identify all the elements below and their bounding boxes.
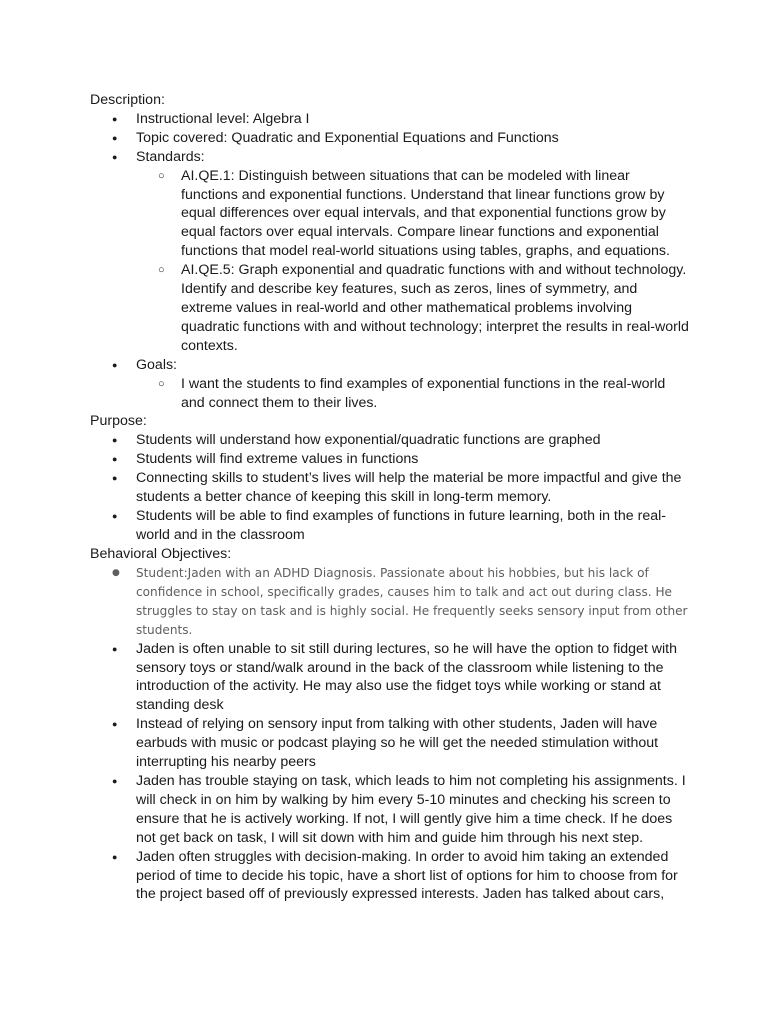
description-list <box>90 110 690 413</box>
goals-label: Goals: <box>136 356 178 373</box>
document-page <box>90 91 690 904</box>
goals-item <box>90 356 690 413</box>
behavioral-item: ● Jaden is often unable to sit still during lectures, so he will have the option to fidget with sensory toys or stand/walk around in the back of the classroom while listening to the introduction of the activity. He may also use the fidget toys while working or stand at standing desk <box>90 640 690 716</box>
standards-label: Standards: <box>136 148 205 165</box>
standards-list <box>136 167 690 356</box>
behavioral-item: ● Instead of relying on sensory input from talking with other students, Jaden will have earbuds with music or podcast playing so he will get the needed stimulation without interrupting his nearby peers <box>90 715 690 772</box>
behavioral-objectives-list <box>90 564 690 905</box>
standard-ai-qe-1: ○ AI.QE.1: Distinguish between situations that can be modeled with linear functions and exponential functions. Understand that linear functions grow by equal differences over equal intervals, and that exponential functions grow by equal factors over equal intervals. Compare linear functions and exponential functions that model real-world situations using tables, graphs, and equations. <box>136 167 690 262</box>
goals-list <box>136 375 690 413</box>
purpose-list <box>90 431 690 544</box>
standards-item <box>90 148 690 356</box>
standard-ai-qe-5: ○ AI.QE.5: Graph exponential and quadratic functions with and without technology. Identify and describe key features, such as zeros, lines of symmetry, and extreme values in real-world and other mathematical problems involving quadratic functions with and without technology; interpret the results in real-world contexts. <box>136 261 690 356</box>
purpose-heading: Purpose: <box>90 413 147 430</box>
purpose-item: ● Students will understand how exponential/quadratic functions are graphed <box>90 431 690 450</box>
student-profile-note: ● Student:Jaden with an ADHD Diagnosis. Passionate about his hobbies, but his lack of confidence in school, specifically grades, causes him to talk and act out during class. He struggles to stay on task and is highly social. He frequently seeks sensory input from other students. <box>90 564 690 640</box>
instructional-level: ● Instructional level: Algebra I <box>90 110 690 129</box>
behavioral-objectives-heading: Behavioral Objectives: <box>90 545 232 562</box>
purpose-item: ● Students will find extreme values in functions <box>90 450 690 469</box>
purpose-item: ● Connecting skills to student’s lives will help the material be more impactful and give the students a better chance of keeping this skill in long-term memory. <box>90 469 690 507</box>
behavioral-item: ● Jaden often struggles with decision-making. In order to avoid him taking an extended period of time to decide his topic, have a short list of options for him to choose from for the project based off of previously expressed interests. Jaden has talked about cars, <box>90 848 690 905</box>
purpose-item: ● Students will be able to find examples of functions in future learning, both in the real-world and in the classroom <box>90 507 690 545</box>
description-heading: Description: <box>90 92 165 108</box>
behavioral-item: ● Jaden has trouble staying on task, which leads to him not completing his assignments. I will check in on him by walking by him every 5-10 minutes and checking his screen to ensure that he is actively working. If not, I will gently give him a time check. If he does not get back on task, I will sit down with him and guide him through his next step. <box>90 772 690 848</box>
topic-covered: ● Topic covered: Quadratic and Exponential Equations and Functions <box>90 129 690 148</box>
goal-item: ○ I want the students to find examples of exponential functions in the real-world and connect them to their lives. <box>136 375 690 413</box>
